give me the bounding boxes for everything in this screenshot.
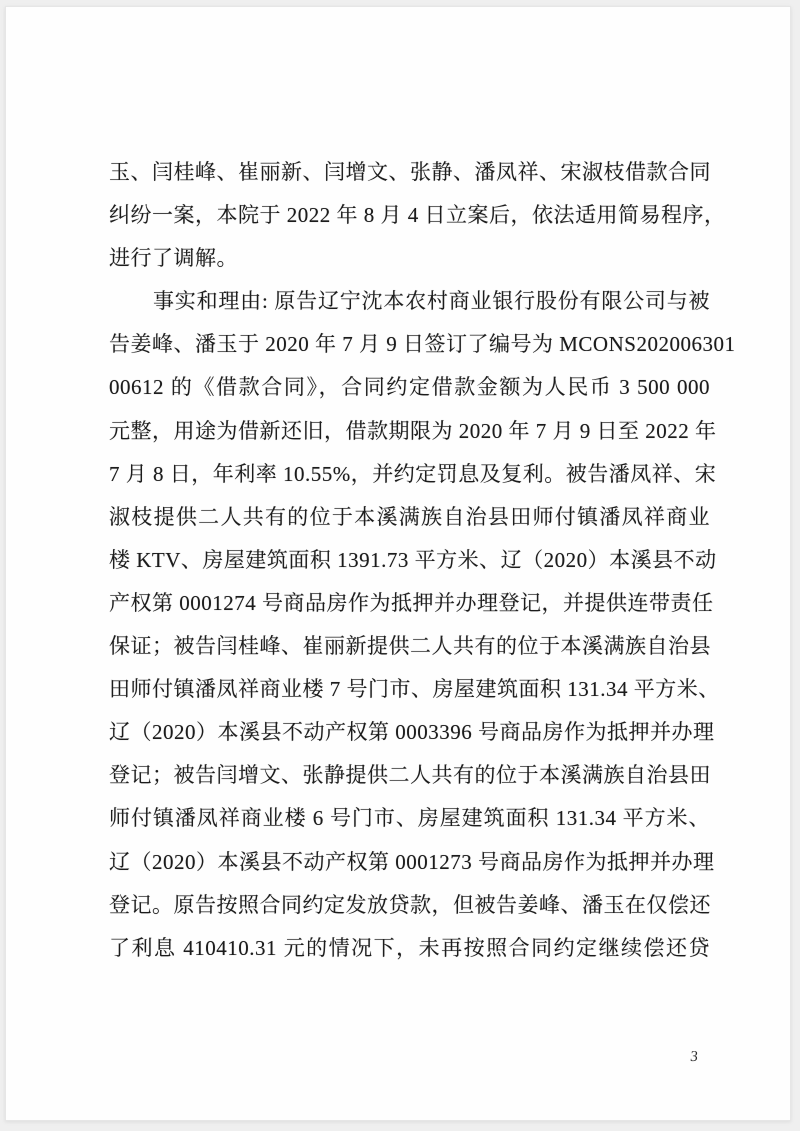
- text-line: 登记；被告闫增文、张静提供二人共有的位于本溪满族自治县田: [109, 763, 711, 788]
- text-line: 产权第 0001274 号商品房作为抵押并办理登记，并提供连带责任: [109, 590, 714, 615]
- text-line: 纠纷一案，本院于 2022 年 8 月 4 日立案后，依法适用简易程序，: [109, 203, 726, 228]
- paragraph-facts-and-reasons: [109, 280, 736, 970]
- text-line: 辽（2020）本溪县不动产权第 0001273 号商品房作为抵押并办理: [109, 849, 715, 874]
- text-line: 楼 KTV、房屋建筑面积 1391.73 平方米、辽（2020）本溪县不动: [109, 547, 717, 572]
- text-line: 00612 的《借款合同》，合同约定借款金额为人民币 3 500 000: [109, 375, 710, 400]
- document-page: [5, 6, 791, 1121]
- text-line: 玉、闫桂峰、崔丽新、闫增文、张静、潘凤祥、宋淑枝借款合同: [109, 160, 711, 184]
- text-line: 进行了调解。: [109, 246, 238, 271]
- page-number: 3: [689, 1049, 699, 1065]
- text-line: 保证；被告闫桂峰、崔丽新提供二人共有的位于本溪满族自治县: [109, 634, 711, 659]
- text-line: 辽（2020）本溪县不动产权第 0003396 号商品房作为抵押并办理: [109, 720, 715, 745]
- text-line: 淑枝提供二人共有的位于本溪满族自治县田师付镇潘凤祥商业: [109, 504, 710, 529]
- document-body: [109, 151, 736, 970]
- text-line: 告姜峰、潘玉于 2020 年 7 月 9 日签订了编号为 MCONS202006301: [109, 332, 736, 357]
- text-line: 元整，用途为借新还旧，借款期限为 2020 年 7 月 9 日至 2022 年: [109, 418, 717, 443]
- paragraph-case-intro: [109, 151, 726, 280]
- text-line: 事实和理由: 原告辽宁沈本农村商业银行股份有限公司与被: [153, 289, 710, 314]
- text-line: 田师付镇潘凤祥商业楼 7 号门市、房屋建筑面积 131.34 平方米、: [109, 677, 720, 702]
- text-line: 了利息 410410.31 元的情况下，未再按照合同约定继续偿还贷: [109, 935, 710, 960]
- text-line: 7 月 8 日，年利率 10.55%，并约定罚息及复利。被告潘凤祥、宋: [109, 461, 717, 486]
- text-line: 登记。原告按照合同约定发放贷款，但被告姜峰、潘玉在仅偿还: [109, 892, 711, 917]
- text-line: 师付镇潘凤祥商业楼 6 号门市、房屋建筑面积 131.34 平方米、: [109, 806, 710, 831]
